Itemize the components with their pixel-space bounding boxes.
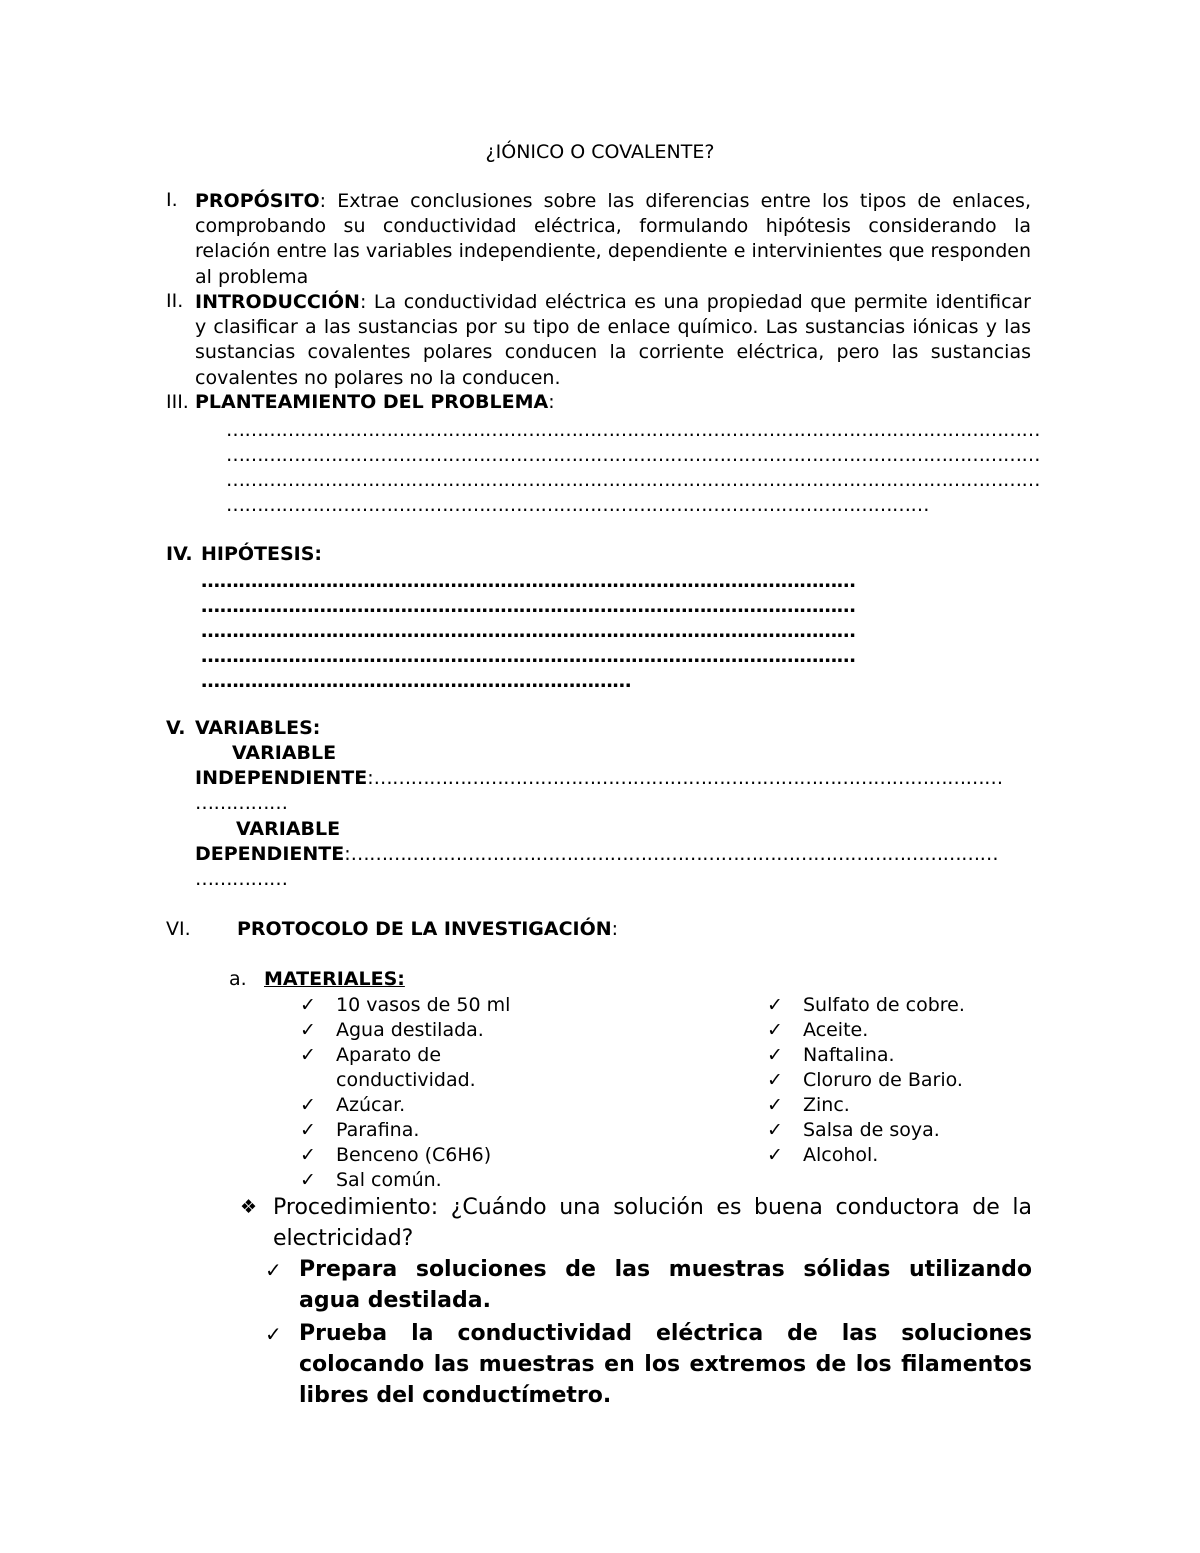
blank-line: …………………………………………………………………………………………… — [350, 843, 999, 865]
blank-line: …………………………………………………………………………………………………………………… — [226, 469, 1040, 491]
section-planteamiento — [195, 391, 555, 413]
blank-line: …………………………………………………………………………………………… — [201, 570, 856, 592]
check-icon: ✓ — [300, 1119, 316, 1141]
material-item: ✓ Salsa de soya. — [767, 1118, 940, 1143]
section-number-3: III. — [166, 391, 189, 413]
section-number-2: II. — [166, 290, 184, 312]
section-introduccion — [195, 290, 1031, 391]
procedure-step-2: Prueba la conductividad eléctrica de las soluciones colocando las muestras en los extremos de los filamentos libres del conductímetro. — [299, 1321, 1032, 1408]
variable-independiente-label: VARIABLE — [232, 742, 337, 764]
check-icon: ✓ — [300, 1019, 316, 1041]
blank-line: ………………………………………………………………………………………… — [373, 767, 1003, 789]
material-item: ✓ Naftalina. — [767, 1043, 895, 1068]
procedure-intro: Procedimiento: ¿Cuándo una solución es buena conductora de la electricidad? — [273, 1195, 1032, 1251]
material-item: ✓ Sal común. — [300, 1168, 442, 1193]
blank-line: …………… — [195, 868, 288, 890]
variable-independiente-line: INDEPENDIENTE:………………………………………………………………………………………… — [195, 767, 1003, 789]
section-protocolo — [237, 918, 618, 940]
check-icon: ✓ — [300, 1169, 316, 1191]
check-icon: ✓ — [300, 1094, 316, 1116]
material-item: ✓ Cloruro de Bario. — [767, 1068, 963, 1093]
heading-introduccion: INTRODUCCIÓN — [195, 291, 360, 313]
check-icon: ✓ — [767, 1119, 783, 1141]
material-item: ✓ Agua destilada. — [300, 1018, 484, 1043]
variable-dependiente-name: DEPENDIENTE — [195, 843, 345, 865]
check-icon: ✓ — [265, 1258, 282, 1282]
blank-line: …………………………………………………………… — [201, 670, 632, 692]
check-icon: ✓ — [767, 1094, 783, 1116]
material-item: ✓ Benceno (C6H6) — [300, 1143, 491, 1168]
heading-planteamiento: PLANTEAMIENTO DEL PROBLEMA — [195, 391, 549, 413]
section-number-4: IV. — [166, 543, 193, 565]
introduccion-text: : La conductividad eléctrica es una propiedad que permite identificar y clasificar a las sustancias por su tipo de enlace químico. Las sustancias iónicas y las sustancias covalentes polares conducen la corriente eléctrica, pero las sustancias covalentes no polares no la conducen. — [195, 291, 1031, 389]
material-item: ✓ 10 vasos de 50 ml — [300, 993, 510, 1018]
protocolo-colon: : — [611, 918, 619, 940]
check-icon: ✓ — [767, 1144, 783, 1166]
heading-proposito: PROPÓSITO — [195, 190, 320, 212]
section-number-6: VI. — [166, 918, 191, 940]
blank-line: …………………………………………………………………………………………………… — [226, 494, 929, 516]
diamond-bullet-icon: ❖ — [240, 1196, 258, 1218]
check-icon: ✓ — [300, 994, 316, 1016]
section-number-1: I. — [166, 189, 178, 211]
check-icon: ✓ — [767, 994, 783, 1016]
material-item: ✓ Parafina. — [300, 1118, 419, 1143]
variable-dependiente-label: VARIABLE — [236, 818, 341, 840]
variable-dependiente-line: DEPENDIENTE:…………………………………………………………………………………………… — [195, 843, 999, 865]
blank-line: …………………………………………………………………………………………………………………… — [226, 444, 1040, 466]
heading-variables: VARIABLES: — [195, 717, 321, 739]
planteamiento-colon: : — [548, 391, 555, 413]
check-icon: ✓ — [265, 1322, 282, 1346]
document-title: ¿IÓNICO O COVALENTE? — [485, 141, 715, 163]
materials-heading: MATERIALES: — [264, 968, 405, 990]
check-icon: ✓ — [300, 1044, 316, 1066]
material-item: ✓ Aceite. — [767, 1018, 868, 1043]
variable-independiente-name: INDEPENDIENTE — [195, 767, 368, 789]
material-item: ✓ Sulfato de cobre. — [767, 993, 965, 1018]
material-item: ✓ Zinc. — [767, 1093, 850, 1118]
heading-protocolo: PROTOCOLO DE LA INVESTIGACIÓN — [237, 918, 612, 940]
check-icon: ✓ — [300, 1144, 316, 1166]
blank-line: …………………………………………………………………………………………… — [201, 620, 856, 642]
proposito-text: : Extrae conclusiones sobre las diferencias entre los tipos de enlaces, comprobando su conductividad eléctrica, formulando hipótesis considerando la relación entre las variables independiente, dependiente e intervinientes que responden al problema — [195, 190, 1031, 288]
heading-hipotesis: HIPÓTESIS: — [201, 543, 323, 565]
material-item-continuation: conductividad. — [336, 1069, 476, 1091]
blank-line: …………………………………………………………………………………………………………………… — [226, 419, 1040, 441]
check-icon: ✓ — [767, 1019, 783, 1041]
material-item: ✓ Alcohol. — [767, 1143, 878, 1168]
material-item: ✓ Aparato de — [300, 1043, 441, 1068]
check-icon: ✓ — [767, 1044, 783, 1066]
blank-line: …………………………………………………………………………………………… — [201, 645, 856, 667]
section-number-5: V. — [166, 717, 186, 739]
blank-line: …………………………………………………………………………………………… — [201, 595, 856, 617]
materials-letter: a. — [229, 968, 247, 990]
material-item: ✓ Azúcar. — [300, 1093, 405, 1118]
blank-line: …………… — [195, 792, 288, 814]
section-proposito — [195, 189, 1031, 290]
check-icon: ✓ — [767, 1069, 783, 1091]
procedure-step-1: Prepara soluciones de las muestras sólidas utilizando agua destilada. — [299, 1257, 1032, 1313]
